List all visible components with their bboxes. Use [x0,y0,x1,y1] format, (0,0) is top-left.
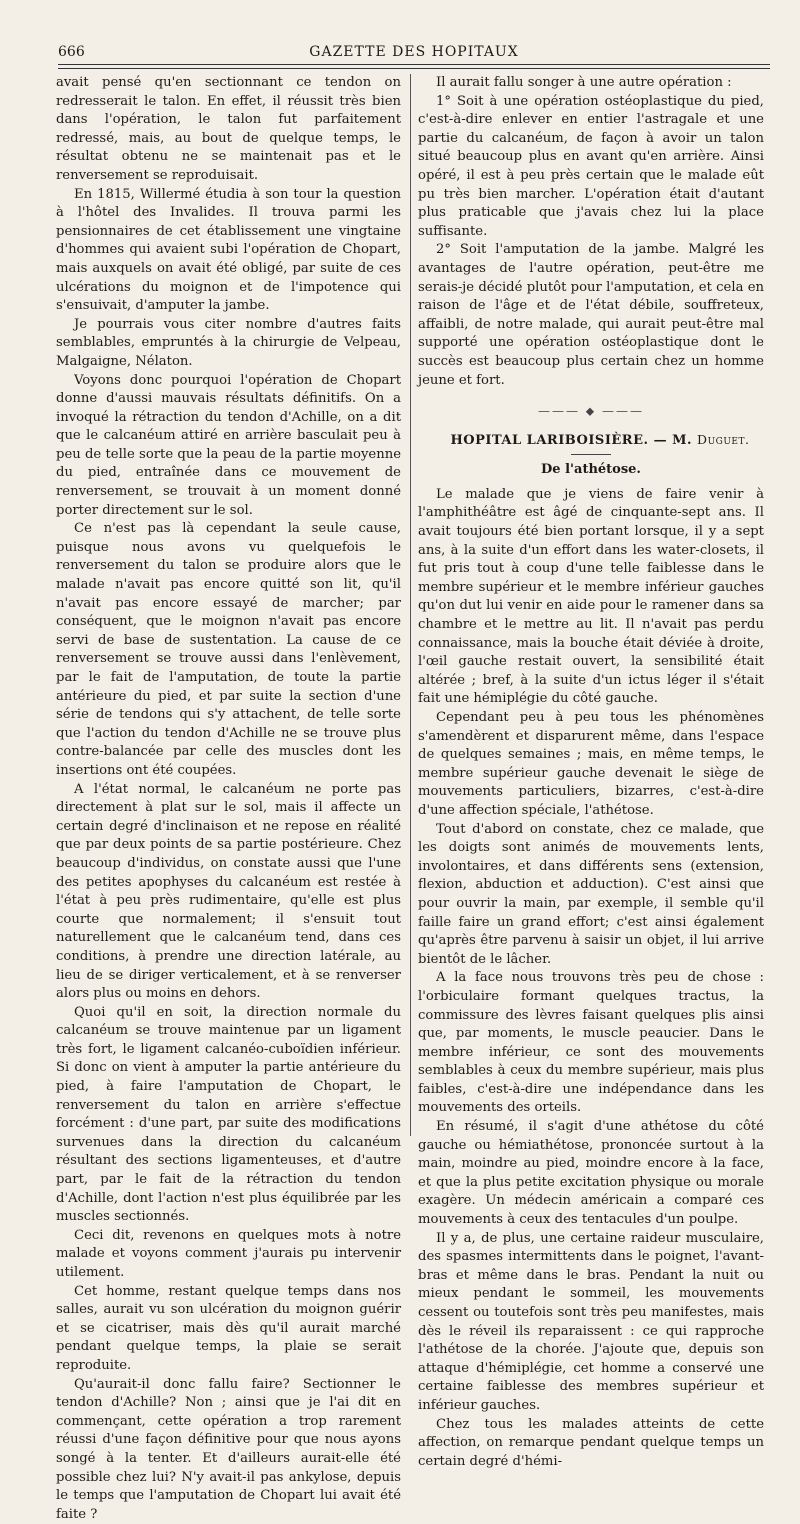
column-divider [410,74,411,1136]
article-subheading: De l'athétose. [541,462,641,478]
section-separator: ——— ⬥ ——— [537,404,645,419]
paragraph: Ce n'est pas là cependant la seule cause, puisque nous avons vu quelquefois le renversement du talon se produire alors que le malade n'avait pas encore quitté son lit, qu'il n'avait pas encore essayé de marcher; par conséquent, que le moignon n'avait pas encore servi de base de sustentation. La cause de ce renversement se trouve aussi dans l'enlèvement, par le fait de l'amputation, de toute la partie antérieure du pied, et par suite la section d'une série de tendons qui s'y attachent, de telle sorte que l'action du tendon d'Achille ne se trouve plus contre-balancée par celle des muscles dont les insertions ont été coupées. [56,521,401,778]
hospital-heading [418,431,764,451]
paragraph: Il y a, de plus, une certaine raideur musculaire, des spasmes intermittents dans le poignet, l'avant-bras et même dans le bras. Pendant la nuit ou mieux pendant le sommeil, les mouvements cessent ou toutefois sont très peu manifestes, mais dès le réveil ils reparaissent : ce qui rapproche l'athétose de la chorée. J'ajoute que, depuis son attaque d'hémiplégie, cet homme a conservé une certaine faiblesse des membres supérieur et inférieur gauches. [418,1230,764,1413]
paragraph: 1° Soit à une opération ostéoplastique du pied, c'est-à-dire enlever en entier l'astragale et une partie du calcanéum, de façon à avoir un talon situé beaucoup plus en avant qu'en arrière. Ainsi opéré, il est à peu près certain que le malade eût pu très bien marcher. L'opération était d'autant plus praticable que j'avais chez lui la place suffisante. [418,93,764,239]
paragraph: Ceci dit, revenons en quelques mots à notre malade et voyons comment j'aurais pu intervenir utilement. [56,1227,401,1280]
paragraph: Le malade que je viens de faire venir à l'amphithéâtre est âgé de cinquante-sept ans. Il avait toujours été bien portant lorsque, il y a sept ans, à la suite d'un effort dans les water-closets, il fut pris tout à coup d'une telle faiblesse dans le membre supérieur et le membre inférieur gauches qu'on dut lui venir en aide pour le ramener dans sa chambre et le mettre au lit. Il n'avait pas perdu connaissance, mais la bouche était déviée à droite, l'œil gauche restait ouvert, la sensibilité était altérée ; bref, à la suite d'un ictus léger il s'était fait une hémiplégie du côté gauche. [418,486,764,707]
short-rule [571,454,611,455]
paragraph: Tout d'abord on constate, chez ce malade, que les doigts sont animés de mouvements lents, involontaires, et dans différents sens (extension, flexion, abduction et adduction). C'est ainsi que pour ouvrir la main, par exemple, il semble qu'il faille faire un grand effort; c'est ainsi également qu'après être parvenu à saisir un objet, il lui arrive bientôt de le lâcher. [418,821,764,967]
paragraph: Voyons donc pourquoi l'opération de Chopart donne d'aussi mauvais résultats définitifs. On a invoqué la rétraction du tendon d'Achille, on a dit que le calcanéum attiré en arrière basculait peu à peu de telle sorte que la peau de la partie moyenne du pied, entraînée dans ce mouvement de renversement, se trouvait à un moment donné porter directement sur le sol. [56,372,401,518]
paragraph: En résumé, il s'agit d'une athétose du côté gauche ou hémiathétose, prononcée surtout à la main, moindre au pied, moindre encore à la face, et que la plus petite excitation physique ou morale exagère. Un médecin américain a comparé ces mouvements à ceux des tentacules d'un poulpe. [418,1119,764,1228]
paragraph: avait pensé qu'en sectionnant ce tendon on redresserait le talon. En effet, il réussit très bien dans l'opération, le talon fut parfaitement redressé, mais, au bout de quelque temps, le résultat obtenu ne se maintenait pas et le renversement se reproduisait. [56,75,401,183]
paragraph: Cet homme, restant quelque temps dans nos salles, aurait vu son ulcération du moignon guérir et se cicatriser, mais dès qu'il aurait marché pendant quelque temps, la plaie se serait reproduite. [56,1283,401,1373]
left-column [56,74,401,1522]
hospital-dash: — M. [648,432,698,448]
header-rule-thin [58,68,770,69]
header-rule [58,64,770,65]
right-column [418,74,764,1469]
paragraph: Il aurait fallu songer à une autre opération : [436,75,732,90]
page-number: 666 [58,44,85,60]
paragraph: Cependant peu à peu tous les phénomènes s'amendèrent et disparurent même, dans l'espace de quelques semaines ; mais, en même temps, le membre supérieur gauche devenait le siège de mouvements particuliers, bizarres, c'est-à-dire d'une affection spéciale, l'athétose. [418,710,764,818]
page-header [58,44,770,64]
paragraph: 2° Soit l'amputation de la jambe. Malgré les avantages de l'autre opération, peut-être me serais-je décidé plutôt pour l'amputation, et cela en raison de l'âge et de l'état débile, souffreteux, affaibli, de notre malade, qui aurait peut-être mal supporté une opération ostéoplastique dont le succès est beaucoup plus certain chez un homme jeune et fort. [418,242,764,388]
paragraph: A la face nous trouvons très peu de chose : l'orbiculaire formant quelques tractus, la commissure des lèvres faisant quelques plis ainsi que, par moments, le muscle peaucier. Dans le membre inférieur, ce sont des mouvements semblables à ceux du membre supérieur, mais plus faibles, c'est-à-dire une indépendance dans les mouvements des orteils. [418,970,764,1116]
paragraph: Je pourrais vous citer nombre d'autres faits semblables, empruntés à la chirurgie de Velpeau, Malgaigne, Nélaton. [56,316,401,369]
paragraph: Qu'aurait-il donc fallu faire? Sectionner le tendon d'Achille? Non ; ainsi que je l'ai dit en commençant, cette opération a trop rarement réussi d'une façon définitive pour que nous ayons songé à la tenter. Et d'ailleurs aurait-elle été possible chez lui? N'y avait-il pas ankylose, depuis le temps que l'amputation de Chopart lui avait été faite ? [56,1376,401,1522]
hospital-name: HOPITAL LARIBOISIÈRE. [450,432,649,448]
paragraph: Chez tous les malades atteints de cette affection, on remarque pendant quelque temps un certain degré d'hémi- [418,1416,764,1469]
journal-title: GAZETTE DES HOPITAUX [309,44,519,60]
paragraph: Quoi qu'il en soit, la direction normale du calcanéum se trouve maintenue par un ligament très fort, le ligament calcanéo-cuboïdien inférieur. Si donc on vient à amputer la partie antérieure du pied, à faire l'amputation de Chopart, le renversement du talon en arrière s'effectue forcément : d'une part, par suite des modifications survenues dans la direction du calcanéum résultant des sections ligamenteuses, et d'autre part, par le fait de la rétraction du tendon d'Achille, dont l'action n'est plus équilibrée par les muscles sectionnés. [56,1004,401,1225]
paragraph: A l'état normal, le calcanéum ne porte pas directement à plat sur le sol, mais il affecte un certain degré d'inclinaison et ne repose en réalité que par deux points de sa partie postérieure. Chez beaucoup d'individus, on constate aussi que l'une des petites apophyses du calcanéum est restée à l'état à peu près rudimentaire, qu'elle est plus courte que normalement; il s'ensuit tout naturellement que le calcanéum tend, dans ces conditions, à prendre une direction latérale, au lieu de se diriger verticalement, et à se renverser alors plus ou moins en dehors. [56,781,401,1002]
author-name: Duguet. [697,431,750,447]
paragraph: En 1815, Willermé étudia à son tour la question à l'hôtel des Invalides. Il trouva parmi les pensionnaires de cet établissement une vingtaine d'hommes qui avaient subi l'opération de Chopart, mais auxquels on avait été obligé, par suite de ces ulcérations du moignon et de l'impotence qui s'ensuivait, d'amputer la jambe. [56,186,401,314]
